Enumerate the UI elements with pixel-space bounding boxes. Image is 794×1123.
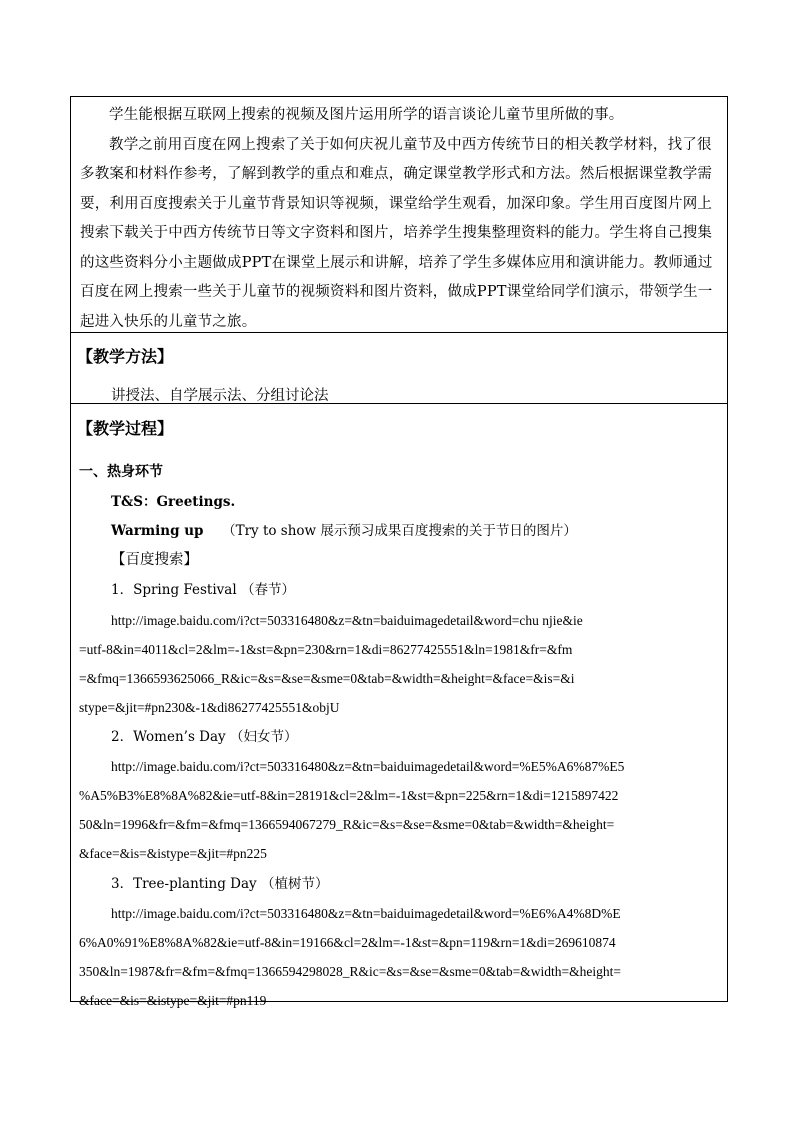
url-line: &face=&is=&istype=&jit=#pn225 [79, 846, 267, 861]
greeting-line: T&S：Greetings. [111, 494, 236, 510]
warming-text: （Try to show 展示预习成果百度搜索的关于节日的图片） [222, 523, 577, 539]
search-label: 【百度搜索】 [111, 552, 198, 568]
url-line: &face=&is=&istype=&jit=#pn119 [79, 993, 267, 1008]
warming-line [111, 521, 577, 541]
url-line: 50&ln=1996&fr=&fm=&fmq=1366594067279_R&ic=&s=&se=&sme=0&tab=&width=&height= [79, 817, 615, 832]
url-line: =utf-8&in=4011&cl=2&lm=-1&st=&pn=230&rn=1&di=86277425551&ln=1981&fr=&fm [79, 642, 573, 657]
process-heading: 【教学过程】 [77, 419, 174, 438]
url-line: stype=&jit=#pn230&-1&di86277425551&objU [79, 700, 340, 715]
method-cell [71, 333, 727, 404]
url-line: http://image.baidu.com/i?ct=503316480&z=&tn=baiduimagedetail&word=chu njie&ie [111, 613, 583, 628]
url-line: http://image.baidu.com/i?ct=503316480&z=&tn=baiduimagedetail&word=%E6%A4%8D%E [111, 906, 621, 921]
lesson-plan-table [70, 96, 728, 1008]
method-content: 讲授法、自学展示法、分组讨论法 [111, 388, 329, 404]
url-line: 350&ln=1987&fr=&fm=&fmq=1366594298028_R&ic=&s=&se=&sme=0&tab=&width=&height= [79, 964, 621, 979]
item-title: 3．Tree-planting Day （植树节） [111, 876, 329, 892]
url-line: 6%A0%91%E8%8A%82&ie=utf-8&in=19166&cl=2&lm=-1&st=&pn=119&rn=1&di=269610874 [79, 935, 616, 950]
intro-paragraph: 学生能根据互联网上搜索的视频及图片运用所学的语言谈论儿童节里所做的事。 [109, 107, 624, 123]
warming-label: Warming up [111, 523, 204, 539]
item-title: 2．Women’s Day （妇女节） [111, 729, 298, 745]
item-title: 1．Spring Festival （春节） [111, 582, 295, 598]
url-line: %A5%B3%E8%8A%82&ie=utf-8&in=28191&cl=2&lm=-1&st=&pn=225&rn=1&di=1215897422 [79, 788, 619, 803]
intro-cell [71, 97, 727, 333]
url-line: =&fmq=1366593625066_R&ic=&s=&se=&sme=0&tab=&width=&height=&face=&is=&i [79, 671, 575, 686]
section-title: 一、热身环节 [79, 464, 163, 480]
intro-paragraph: 教学之前用百度在网上搜索了关于如何庆祝儿童节及中西方传统节日的相关教学材料，找了很多教案和材料作参考，了解到教学的重点和难点，确定课堂教学形式和方法。然后根据课堂教学需要，利用百度搜索关于儿童节背景知识等视频，课堂给学生观看，加深印象。学生用百度图片网上搜索下载关于中西方传统节日等文字资料和图片，培养学生搜集整理资料的能力。学生将自己搜集的这些资料分小主题做成PPT在课堂上展示和讲解，培养了学生多媒体应用和演讲能力。教师通过百度在网上搜索一些关于儿童节的视频资料和图片资料，做成PPT课堂给同学们演示，带领学生一起进入快乐的儿童节之旅。 [80, 136, 713, 330]
url-line: http://image.baidu.com/i?ct=503316480&z=&tn=baiduimagedetail&word=%E5%A6%87%E5 [111, 759, 625, 774]
process-cell [71, 404, 727, 1008]
method-heading: 【教学方法】 [77, 347, 174, 366]
